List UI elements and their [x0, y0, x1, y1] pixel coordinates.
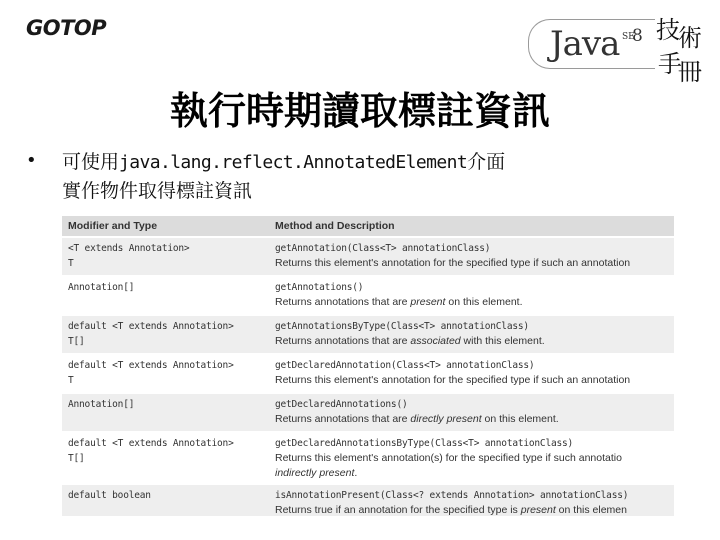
table-row — [62, 354, 674, 393]
method-signature — [275, 319, 674, 334]
modifier-type-text: T — [68, 258, 74, 269]
modifier-type-text: T[] — [68, 453, 85, 464]
method-signature — [275, 241, 674, 256]
table-row — [62, 484, 674, 516]
bullet-marker: • — [26, 150, 37, 171]
method-params: (Class<T> annotationClass) — [346, 243, 491, 254]
description-text: Returns this element's annotation for the specified type if such an annotation — [275, 257, 631, 269]
method-description-cell — [269, 276, 674, 315]
method-description — [275, 451, 674, 481]
modifier-type-text: default <T extends Annotation> — [68, 360, 234, 371]
method-params: (Class<T> annotationClass) — [429, 438, 574, 449]
modifier-type-cell — [62, 276, 269, 315]
method-params: (Class<T> annotationClass) — [385, 321, 529, 332]
description-text: Returns this element's annotation for the specified type if such an annotation — [275, 374, 631, 386]
method-description-cell — [269, 354, 674, 393]
modifier-type-text: default <T extends Annotation> — [68, 321, 234, 332]
header-modifier-type: Modifier and Type — [62, 216, 269, 237]
method-name-link[interactable]: getAnnotationsByType — [275, 321, 386, 332]
method-description — [275, 295, 674, 310]
method-signature — [275, 397, 674, 412]
table-row — [62, 237, 674, 276]
slide-title: 執行時期讀取標註資訊 — [169, 89, 550, 133]
table-row — [62, 393, 674, 432]
book-series-logo — [656, 10, 702, 86]
method-name-link[interactable]: getAnnotation — [275, 243, 347, 254]
description-text: on this element. — [481, 413, 559, 425]
method-description-cell — [269, 432, 674, 484]
java-logo-se: SE — [622, 32, 635, 42]
modifier-type-text: Annotation[] — [68, 282, 135, 293]
method-description-cell — [269, 393, 674, 432]
java-logo-version: 8 — [632, 26, 643, 46]
table-row — [62, 315, 674, 354]
series-char-2: 術 — [678, 24, 702, 52]
gotop-logo: GOTOP — [26, 16, 107, 40]
modifier-type-text: T — [68, 375, 74, 386]
method-params: () — [352, 282, 364, 293]
method-name-link[interactable]: getDeclaredAnnotation — [275, 360, 391, 371]
bullet-text — [62, 148, 692, 205]
modifier-type-text: T[] — [68, 336, 85, 347]
method-description — [275, 503, 674, 516]
description-emphasis: present — [520, 504, 556, 516]
modifier-type-cell — [62, 393, 269, 432]
description-text: on this element. — [445, 296, 523, 308]
method-name-link[interactable]: isAnnotationPresent — [275, 490, 380, 501]
method-params: (Class<? extends Annotation> annotationClass) — [379, 490, 629, 501]
description-text: . — [354, 467, 358, 479]
method-name-link[interactable]: getDeclaredAnnotationsByType — [275, 438, 430, 449]
modifier-type-text: default boolean — [68, 490, 151, 501]
series-char-1: 技 — [656, 16, 680, 44]
method-description-cell — [269, 315, 674, 354]
description-emphasis: directly present — [410, 413, 482, 425]
method-description — [275, 256, 674, 271]
series-char-3: 手 — [658, 50, 682, 78]
bullet-text-line2: 實作物件取得標註資訊 — [62, 180, 253, 202]
description-text: Returns annotations that are — [275, 413, 411, 425]
modifier-type-text: default <T extends Annotation> — [68, 438, 234, 449]
method-signature — [275, 358, 674, 373]
table-row — [62, 432, 674, 484]
method-description — [275, 334, 674, 349]
description-text: on this elemen — [555, 504, 627, 516]
java-logo-word: Java — [550, 24, 620, 64]
description-text: Returns this element's annotation(s) for the specified type if such annotatio — [275, 452, 622, 464]
modifier-type-cell — [62, 432, 269, 484]
bullet-code-annotated-element: java.lang.reflect.AnnotatedElement — [119, 152, 468, 173]
description-emphasis: associated — [410, 335, 461, 347]
method-description — [275, 373, 674, 388]
method-name-link[interactable]: getDeclaredAnnotations — [275, 399, 397, 410]
method-name-link[interactable]: getAnnotations — [275, 282, 353, 293]
method-description — [275, 412, 674, 427]
method-signature — [275, 488, 674, 503]
table-header-row — [62, 216, 674, 237]
modifier-type-cell — [62, 237, 269, 276]
modifier-type-text: <T extends Annotation> — [68, 243, 190, 254]
description-text: Returns true if an annotation for the specified type is — [275, 504, 521, 516]
bullet-text-prefix: 可使用 — [62, 151, 120, 173]
description-text: Returns annotations that are — [275, 296, 411, 308]
table-row — [62, 276, 674, 315]
header-method-description: Method and Description — [269, 216, 674, 237]
modifier-type-cell — [62, 315, 269, 354]
method-summary-table-frame — [62, 216, 674, 516]
description-text: Returns annotations that are — [275, 335, 411, 347]
method-description-cell — [269, 237, 674, 276]
method-params: () — [396, 399, 408, 410]
method-signature — [275, 436, 674, 451]
modifier-type-text: Annotation[] — [68, 399, 135, 410]
modifier-type-cell — [62, 484, 269, 516]
description-text: with this element. — [460, 335, 545, 347]
method-params: (Class<T> annotationClass) — [390, 360, 535, 371]
method-description-cell — [269, 484, 674, 516]
description-emphasis: indirectly present — [275, 467, 355, 479]
method-summary-table — [62, 216, 674, 516]
description-emphasis: present — [410, 296, 446, 308]
method-signature — [275, 280, 674, 295]
bullet-text-suffix: 介面 — [467, 151, 506, 173]
series-char-4: 冊 — [678, 58, 702, 86]
modifier-type-cell — [62, 354, 269, 393]
